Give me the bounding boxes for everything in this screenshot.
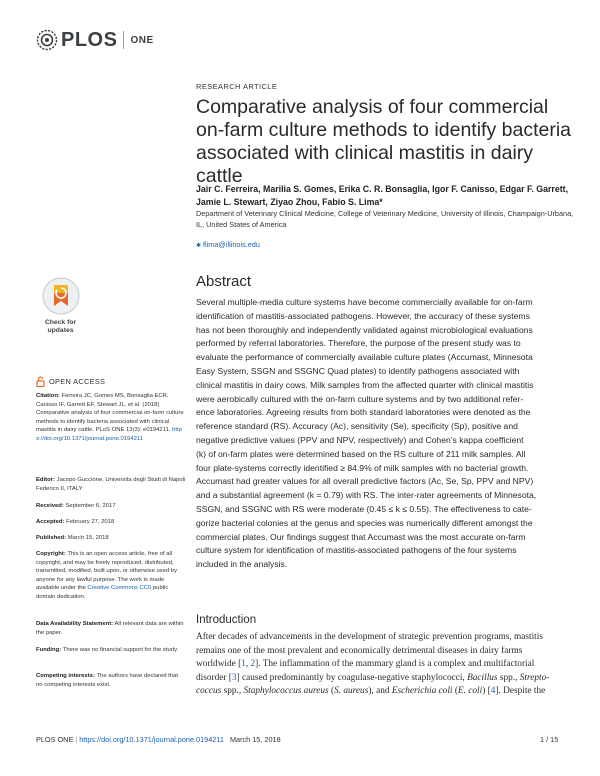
intro-line [196, 685, 572, 699]
intro-line [196, 658, 572, 672]
editor-text: Jacopo Guccione, Universita degli Studi di Napoli Federico II, ITALY [36, 477, 186, 492]
data-availability-label: Data Availability Statement: [36, 621, 114, 627]
funding-text: There was no financial support for the study. [62, 647, 179, 653]
reference-link[interactable]: 2 [250, 659, 256, 670]
footer-doi-link[interactable]: https://doi.org/10.1371/journal.pone.0194211 [79, 735, 224, 744]
intro-text: spp., [497, 672, 520, 683]
abstract-line: has not been thoroughly and independently validated against microbiological evaluations [196, 324, 533, 335]
abstract-heading: Abstract [196, 273, 252, 290]
abstract-line: reference standard (RS). Accuracy (Ac), sensitivity (Se), specificity (Sp), positive and [196, 421, 518, 432]
abstract-line: included in the analysis. [196, 559, 288, 570]
published-label: Published: [36, 535, 67, 541]
author-list: Jair C. Ferreira, Marilia S. Gomes, Erika C. R. Bonsaglia, Igor F. Canisso, Edgar F. Garrett, Jamie L. Stewart, Ziyao Zhou, Fabio S. Lima* [196, 184, 569, 207]
received-text: September 6, 2017 [65, 503, 116, 509]
funding-block [36, 646, 186, 655]
check-line-2: updates [47, 327, 74, 334]
copyright-block [36, 550, 186, 602]
abstract-line: and a substantial agreement (k = 0.79) with RS. The inter-rater agreements of Minnesota, [196, 490, 537, 501]
copyright-tail: public domain dedication. [36, 585, 169, 600]
email-link[interactable]: flima@illinois.edu [203, 240, 260, 249]
intro-text: spp., [221, 686, 244, 697]
abstract-body [196, 296, 572, 572]
citation-block [36, 392, 186, 444]
published-block [36, 534, 186, 543]
corresponding-author [196, 240, 260, 249]
citation-label: Citation: [36, 393, 60, 399]
intro-text: ( [328, 686, 335, 697]
species-name: S. aureus [334, 686, 369, 697]
abstract-line: Easy System, SSGN and SSGNC Quad plates) to identify pathogens associated with [196, 365, 520, 376]
journal-name: ONE [130, 34, 154, 46]
accepted-text: February 27, 2018 [66, 519, 115, 525]
abstract-line: performed by referral laboratories. Therefore, the purpose of the present study was to [196, 338, 521, 349]
footer-separator [226, 735, 228, 744]
open-lock-icon [36, 376, 45, 387]
accepted-block [36, 518, 186, 527]
intro-text: worldwide [ [196, 659, 242, 670]
intro-text: ( [452, 686, 458, 697]
competing-interests-text: The authors have declared that no competing interests exist. [36, 673, 178, 688]
abstract-line: were aerobically cultured with the on-farm culture systems and by two additional refer- [196, 393, 524, 404]
species-name: E. coli [457, 686, 483, 697]
abstract-line: SSGN, and SSGNC with RS were moderate (0.45 ≤ k ≤ 0.55). The effectiveness to cate- [196, 503, 532, 514]
intro-text: disorder [ [196, 672, 232, 683]
intro-line: After decades of advancements in the development of strategic prevention programs, mastitis [196, 632, 543, 642]
footer-journal: PLOS ONE [36, 735, 74, 744]
plos-logo [36, 28, 154, 52]
intro-text: ]. The inflammation of the mammary gland is a complex and multifactorial [255, 659, 535, 670]
abstract-line: culture system for identification of mastitis-associated pathogens of the four systems [196, 545, 517, 556]
species-name: Staphylococcus aureus [243, 686, 329, 697]
reference-link[interactable]: 3 [231, 672, 237, 683]
creative-commons-link[interactable]: Creative Commons CC0 [87, 585, 152, 592]
logo-divider [123, 31, 124, 49]
footer-separator: | [75, 735, 78, 744]
abstract-line: Accumast had greater values for all overall predictive factors (Ac, Se, Sp, PPV and NPV) [196, 476, 534, 487]
introduction-heading: Introduction [196, 614, 257, 626]
species-name: Escherichia coli [391, 686, 453, 697]
intro-line: remains one of the most prevalent and economically detrimental diseases in dairy farms [196, 645, 523, 656]
abstract-line: evaluate the performance of commercially available culture plates (Accumast, Minnesota [196, 352, 533, 363]
check-line-1: Check for [44, 319, 77, 326]
funding-label: Funding: [36, 647, 62, 653]
check-text [38, 319, 83, 335]
intro-text: ), and [368, 686, 392, 697]
citation-text: Ferreira JC, Gomes MS, Bonsaglia ECR, Canisso IF, Garrett EF, Stewart JL, et al. (2018) Comparative analysis of four commercial on-farm culture methods to identify bacteria associated with clinical mastitis in dairy cattle. PLoS ONE 13(3): e0194211. [36, 393, 184, 434]
plos-logo-icon [36, 29, 58, 51]
reference-link[interactable]: 4 [490, 686, 496, 697]
page-footer [36, 735, 564, 744]
received-block [36, 502, 186, 511]
intro-text: ] caused predominantly by coagulase-negative staphylococci, [236, 672, 468, 683]
intro-line [196, 672, 572, 686]
competing-interests-block [36, 672, 186, 689]
open-access-label [36, 376, 105, 387]
abstract-line: identification of mastitis-associated pathogens. However, the accuracy of these systems [196, 310, 530, 321]
editor-label: Editor: [36, 477, 55, 483]
abstract-line: Several multiple-media culture systems have become commercially available for on-farm [196, 297, 533, 307]
abstract-line: negative predictive values (PPV and NPV, respectively) and Cohen’s kappa coefficient [196, 434, 524, 445]
footer-date: March 15, 2018 [229, 735, 281, 744]
brand-name: PLOS [61, 28, 118, 51]
introduction-body [196, 631, 572, 699]
article-title: Comparative analysis of four commercial on-farm culture methods to identify bacteria associated with clinical mastitis in dairy cattle [196, 96, 572, 187]
intro-text: ) [ [482, 686, 491, 697]
abstract-line: ence laboratories. Agreeing results from both standard laboratories were denoted as the [196, 407, 531, 418]
bookmark-icon [41, 276, 81, 316]
check-for-updates-badge[interactable] [38, 276, 83, 335]
copyright-text: This is an open access article, free of all copyright, and may be freely reproduced, distributed, transmitted, modified, built upon, or otherwise used by anyone for any lawful purpose. The work is made available under the [36, 551, 178, 592]
abstract-line: gorize bacterial colonies at the genus and species was numerically different amongst the [196, 517, 533, 528]
citation-doi-link[interactable]: https://doi.org/10.1371/journal.pone.0194211 [36, 427, 182, 442]
accepted-label: Accepted: [36, 519, 65, 525]
intro-text: , [245, 659, 251, 670]
received-label: Received: [36, 503, 64, 509]
intro-text: ]. Despite the [495, 686, 546, 697]
editor-block [36, 476, 186, 493]
species-name: Strepto- [519, 672, 550, 683]
data-availability-text: All relevant data are within the paper. [36, 621, 184, 636]
copyright-label: Copyright: [36, 551, 66, 557]
asterisk-icon: ✱ [196, 243, 202, 249]
abstract-line: commercial plates. Our findings suggest that Accumast was the most accurate on-farm [196, 531, 526, 542]
published-text: March 15, 2018 [67, 535, 109, 541]
species-name: coccus [196, 686, 222, 697]
species-name: Bacillus [467, 672, 498, 683]
abstract-line: (k) of on-farm plates were determined based on the RS culture of 211 milk samples. All [196, 448, 526, 459]
reference-link[interactable]: 1 [241, 659, 246, 670]
abstract-line: four plate-systems correctly identified ≥ 84.9% of milk samples with no bacterial growth. [196, 462, 529, 473]
abstract-line: clinical mastitis in dairy cows. Milk samples from the affected quarter with clinical mastitis [196, 379, 534, 390]
competing-interests-label: Competing interests: [36, 673, 95, 679]
open-access-text: OPEN ACCESS [49, 377, 106, 386]
article-type: RESEARCH ARTICLE [196, 82, 278, 91]
affiliation: Department of Veterinary Clinical Medicine, College of Veterinary Medicine, University of Illinois, Champaign-Urbana, IL, United States of America [196, 209, 574, 229]
page-number: 1 / 15 [540, 735, 559, 744]
data-availability-block [36, 620, 186, 637]
